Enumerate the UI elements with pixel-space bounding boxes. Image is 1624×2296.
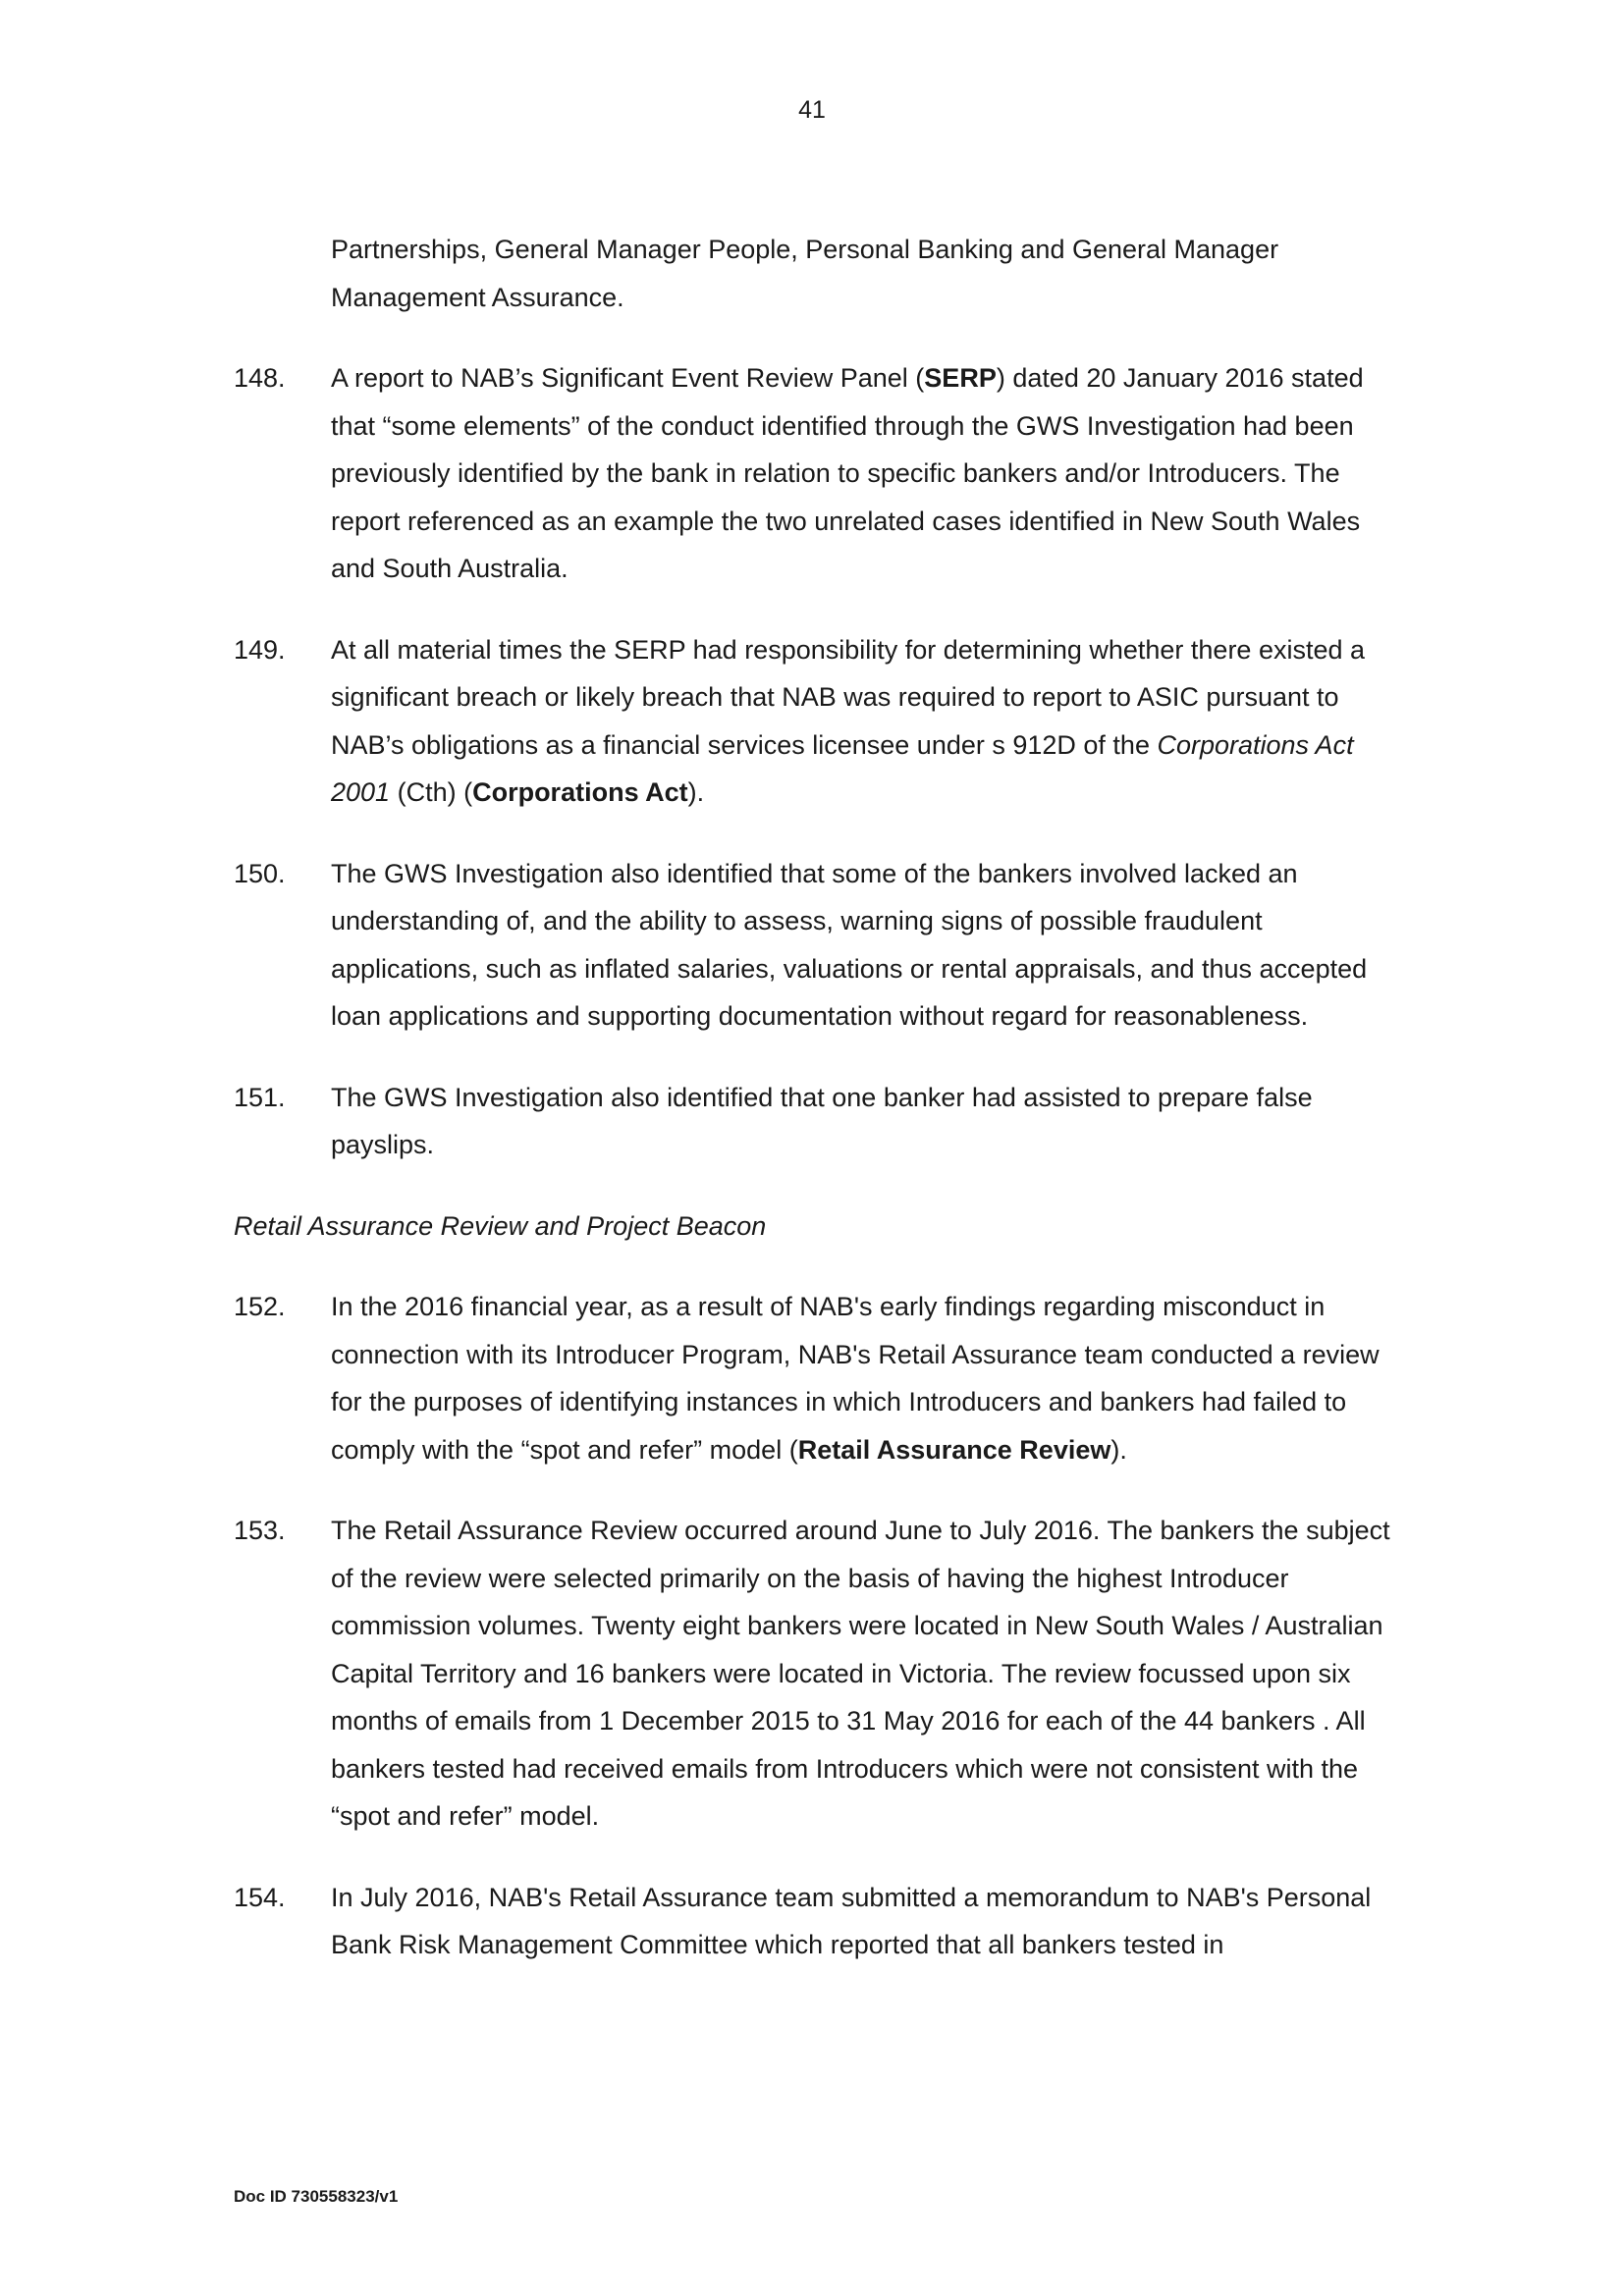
paragraph-text: Partnerships, General Manager People, Personal Banking and General Manager Management Assurance.: [331, 235, 1279, 312]
paragraph-text: [331, 354, 1411, 593]
paragraph-number: 149.: [234, 634, 286, 665]
defined-term: SERP: [924, 363, 997, 393]
paragraph-148: [0, 354, 1624, 593]
paragraph-text: The GWS Investigation also identified that one banker had assisted to prepare false payslips.: [331, 1082, 1313, 1159]
text-run: ).: [1110, 1434, 1127, 1465]
paragraph-text: [331, 1283, 1411, 1473]
defined-term: Retail Assurance Review: [797, 1434, 1111, 1465]
paragraph-151: [0, 1074, 1624, 1169]
paragraph-150: [0, 850, 1624, 1041]
document-body: [0, 226, 1624, 1969]
continuation-paragraph: [0, 226, 1624, 321]
paragraph-number: 153.: [234, 1516, 286, 1545]
paragraph-text: In July 2016, NAB's Retail Assurance team submitted a memorandum to NAB's Personal Bank Risk Management Committee which reported that all bankers tested in: [331, 1882, 1372, 1959]
text-run: At all material times the SERP had responsibility for determining whether there existed a significant breach or likely breach that NAB was required to report to ASIC pursuant to NAB’s obligations as a financial services licensee under s 912D of the: [331, 634, 1366, 760]
paragraph-number: 150.: [234, 858, 286, 888]
footer-doc-id: Doc ID 730558323/v1: [234, 2187, 399, 2206]
act-title: Corporations Act 2001: [331, 729, 1354, 807]
paragraph-149: [0, 626, 1624, 817]
text-run: (Cth) (: [390, 777, 473, 807]
defined-term: Corporations Act: [472, 777, 688, 807]
paragraph-number: 152.: [234, 1292, 286, 1321]
paragraph-text: The GWS Investigation also identified that some of the bankers involved lacked an understanding of, and the ability to assess, warning signs of possible fraudulent applications, such as inflated salaries, valuations or rental appraisals, and thus accepted loan applications and supporting documentation without regard for reasonableness.: [331, 858, 1368, 1031]
paragraph-number: 151.: [234, 1082, 286, 1112]
text-run: A report to NAB’s Significant Event Review Panel (: [331, 363, 925, 393]
paragraph-text: The Retail Assurance Review occurred around June to July 2016. The bankers the subject of the review were selected primarily on the basis of having the highest Introducer commission volumes. Twenty eight bankers were located in New South Wales / Australian Capital Territory and 16 bankers were located in Victoria. The review focussed upon six months of emails from 1 December 2015 to 31 May 2016 for each of the 44 bankers . All bankers tested had received emails from Introducers which were not consistent with the “spot and refer” model.: [331, 1516, 1390, 1831]
text-run: ).: [687, 777, 705, 807]
section-heading: Retail Assurance Review and Project Beacon: [234, 1210, 767, 1241]
page-number: 41: [798, 96, 826, 124]
text-run: In the 2016 financial year, as a result of NAB's early findings regarding misconduct in connection with its Introducer Program, NAB's Retail Assurance team conducted a review for the purposes of identifying instances in which Introducers and bankers had failed to comply with the “spot and refer” model (: [331, 1292, 1380, 1465]
paragraph-number: 154.: [234, 1882, 286, 1912]
text-run: ) dated 20 January 2016 stated that “some elements” of the conduct identified through the GWS Investigation had been previously identified by the bank in relation to specific bankers and/or Introducers. The report referenced as an example the two unrelated cases identified in New South Wales and South Australia.: [331, 363, 1364, 583]
paragraph-154: [0, 1874, 1624, 1969]
paragraph-number: 148.: [234, 363, 286, 393]
paragraph-152: [0, 1283, 1624, 1473]
paragraph-text: [331, 626, 1411, 817]
paragraph-153: [0, 1507, 1624, 1841]
